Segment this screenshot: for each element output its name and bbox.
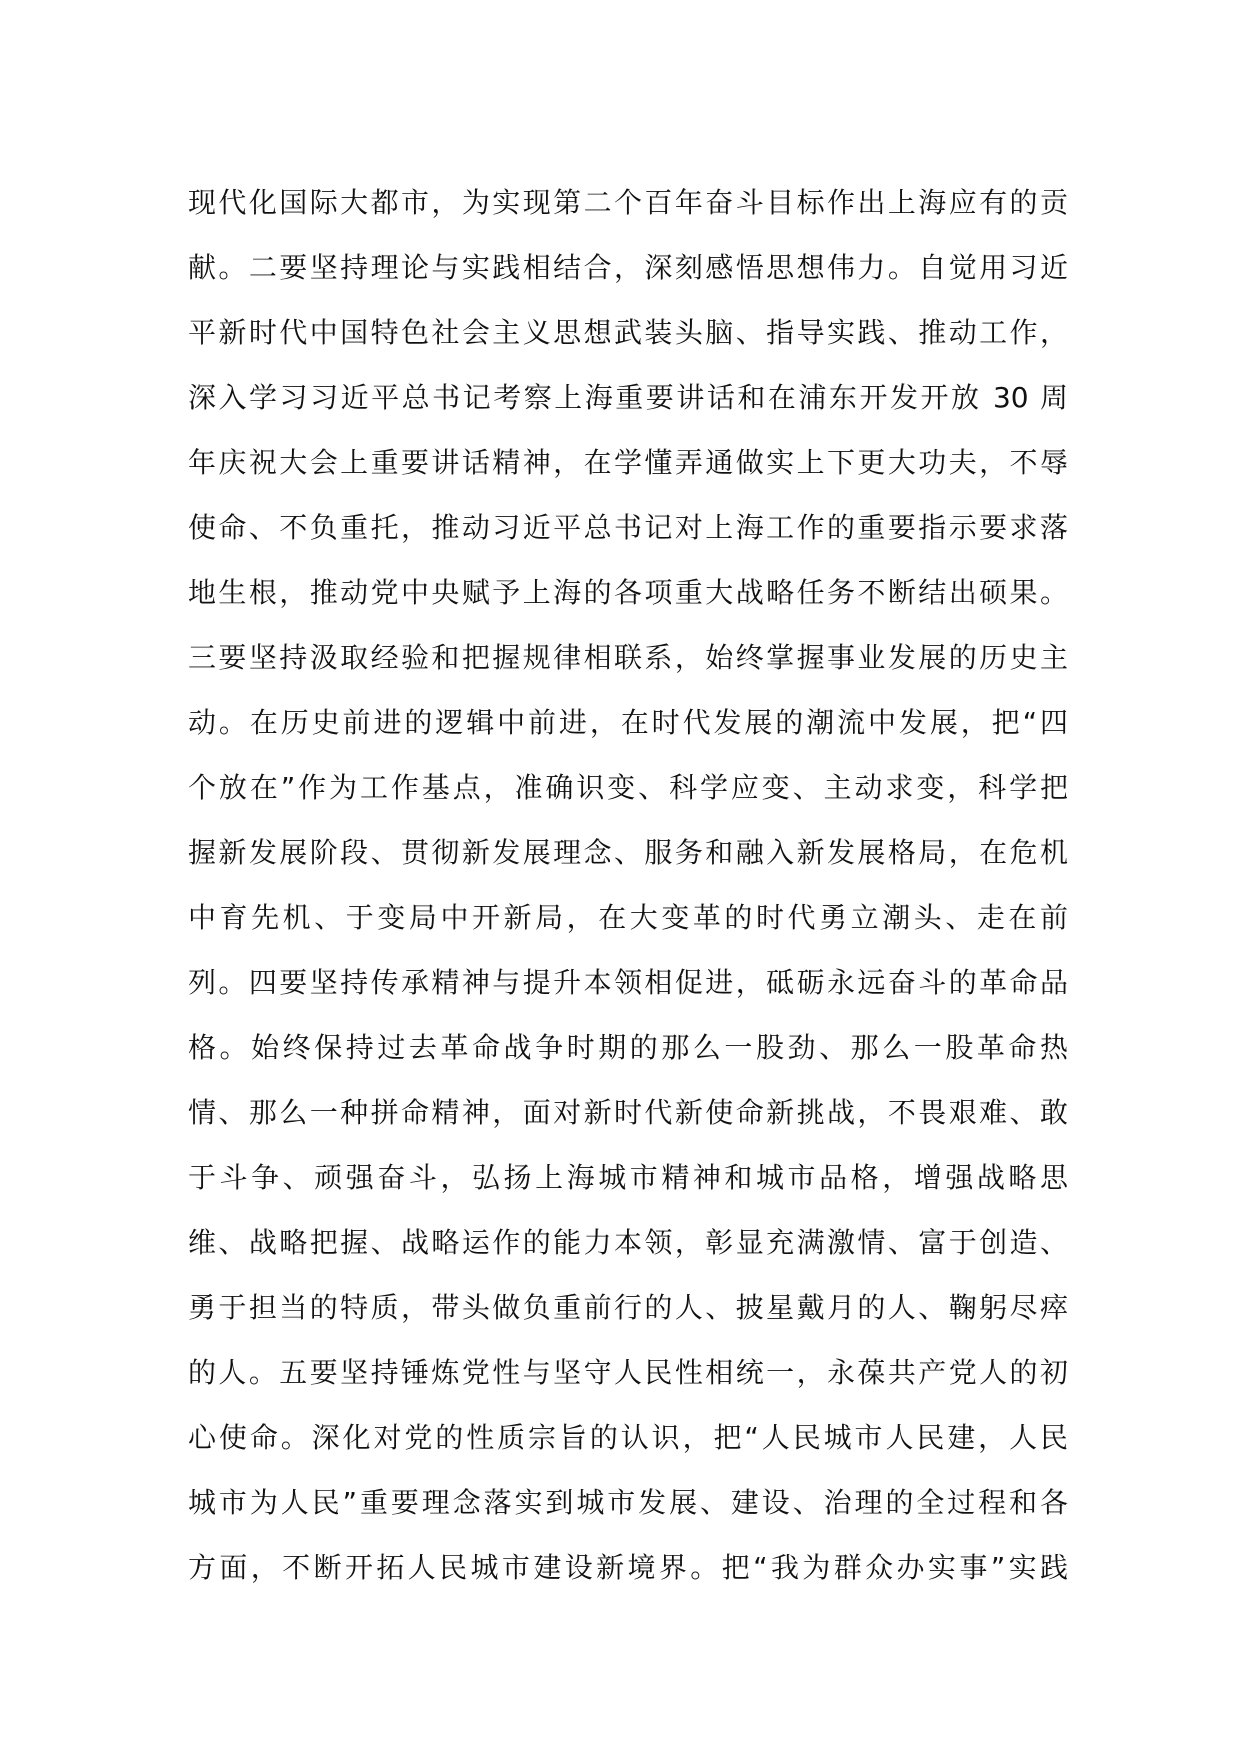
text-line: 列。四要坚持传承精神与提升本领相促进，砥砺永远奋斗的革命品	[188, 966, 1068, 999]
text-line: 勇于担当的特质，带头做负重前行的人、披星戴月的人、鞠躬尽瘁	[188, 1291, 1068, 1324]
text-line: 献。二要坚持理论与实践相结合，深刻感悟思想伟力。自觉用习近	[188, 251, 1068, 284]
text-line: 三要坚持汲取经验和把握规律相联系，始终掌握事业发展的历史主	[188, 641, 1068, 674]
text-line: 现代化国际大都市，为实现第二个百年奋斗目标作出上海应有的贡	[188, 186, 1068, 219]
text-line: 地生根，推动党中央赋予上海的各项重大战略任务不断结出硕果。	[188, 576, 1068, 609]
text-line: 格。始终保持过去革命战争时期的那么一股劲、那么一股革命热	[188, 1031, 1068, 1064]
text-line: 方面，不断开拓人民城市建设新境界。把“我为群众办实事”实践	[188, 1551, 1068, 1584]
text-line: 于斗争、顽强奋斗，弘扬上海城市精神和城市品格，增强战略思	[188, 1161, 1068, 1194]
text-line: 维、战略把握、战略运作的能力本领，彰显充满激情、富于创造、	[188, 1226, 1068, 1259]
text-line: 动。在历史前进的逻辑中前进，在时代发展的潮流中发展，把“四	[188, 706, 1068, 739]
text-line: 平新时代中国特色社会主义思想武装头脑、指导实践、推动工作，	[188, 316, 1068, 349]
text-line: 使命、不负重托，推动习近平总书记对上海工作的重要指示要求落	[188, 511, 1068, 544]
text-line: 情、那么一种拼命精神，面对新时代新使命新挑战，不畏艰难、敢	[188, 1096, 1068, 1129]
text-line: 城市为人民”重要理念落实到城市发展、建设、治理的全过程和各	[188, 1486, 1068, 1519]
text-line: 握新发展阶段、贯彻新发展理念、服务和融入新发展格局，在危机	[188, 836, 1068, 869]
body-text	[188, 170, 1068, 1600]
text-line: 深入学习习近平总书记考察上海重要讲话和在浦东开发开放 30 周	[188, 381, 1068, 414]
text-line: 心使命。深化对党的性质宗旨的认识，把“人民城市人民建，人民	[188, 1421, 1068, 1454]
text-line: 年庆祝大会上重要讲话精神，在学懂弄通做实上下更大功夫，不辱	[188, 446, 1068, 479]
text-line: 个放在”作为工作基点，准确识变、科学应变、主动求变，科学把	[188, 771, 1068, 804]
text-line: 的人。五要坚持锤炼党性与坚守人民性相统一，永葆共产党人的初	[188, 1356, 1068, 1389]
text-line: 中育先机、于变局中开新局，在大变革的时代勇立潮头、走在前	[188, 901, 1068, 934]
